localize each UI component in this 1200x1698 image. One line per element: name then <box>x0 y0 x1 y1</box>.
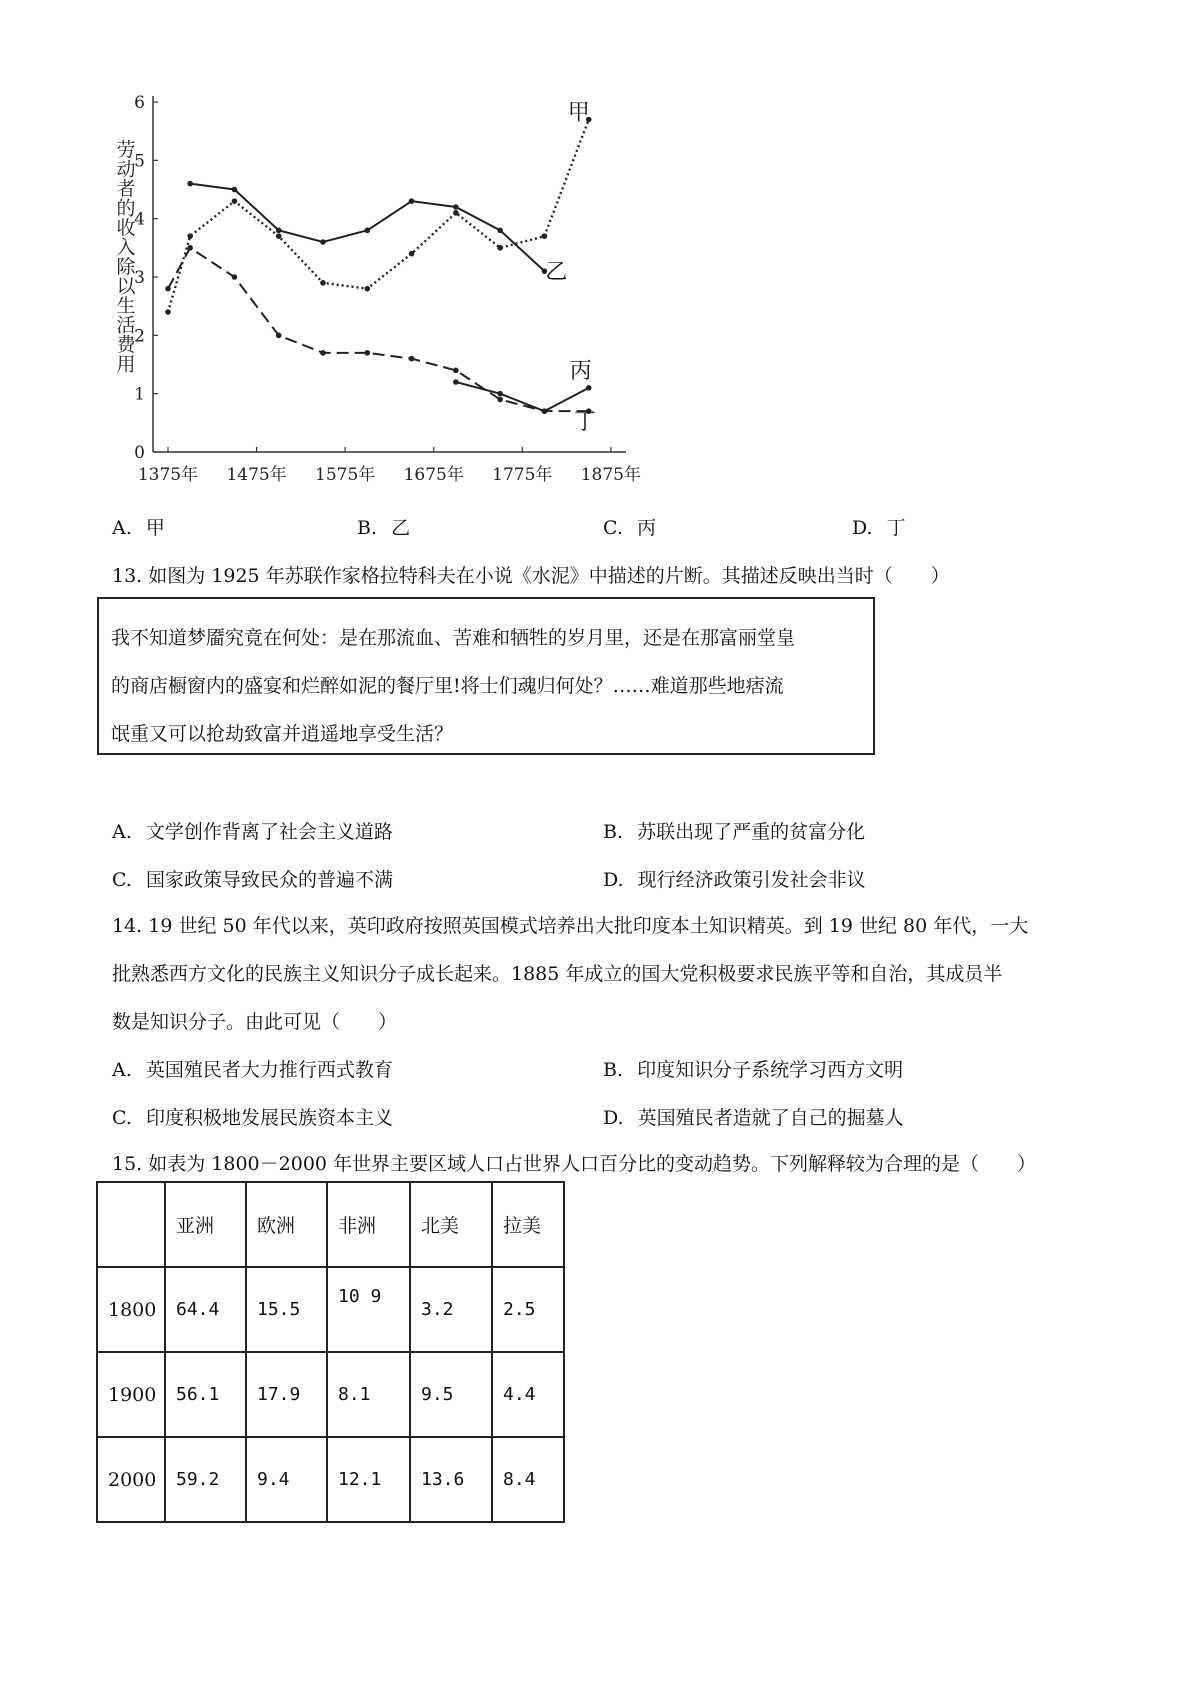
series-line-丁 <box>168 248 589 411</box>
data-point <box>453 210 459 216</box>
q13-option-b[interactable] <box>603 820 865 844</box>
series-label: 丙 <box>569 358 592 384</box>
option-text: 文学创作背离了社会主义道路 <box>145 821 393 843</box>
data-point <box>276 228 282 234</box>
option-letter: C. <box>603 517 623 539</box>
table-header-row <box>97 1182 564 1267</box>
y-tick-label: 5 <box>134 151 145 172</box>
table-cell <box>97 1182 165 1267</box>
quote-line: 我不知道梦靥究竟在何处：是在那流血、苦难和牺牲的岁月里，还是在那富丽堂皇 <box>111 627 796 649</box>
data-point <box>453 368 459 374</box>
table-header: 非洲 <box>327 1182 410 1267</box>
option-text: 英国殖民者造就了自己的掘墓人 <box>637 1107 904 1129</box>
series-label: 乙 <box>545 260 568 286</box>
option-letter: A. <box>112 517 132 539</box>
data-point <box>187 245 193 251</box>
table-header: 亚洲 <box>165 1182 246 1267</box>
q15-stem: 15. 如表为 1800－2000 年世界主要区域人口占世界人口百分比的变动趋势。下列解释较为合理的是（ ） <box>112 1153 1037 1175</box>
data-point <box>165 309 171 315</box>
table-row <box>97 1352 564 1437</box>
option-letter: B. <box>603 821 624 843</box>
option-text: 印度积极地发展民族资本主义 <box>145 1107 393 1129</box>
x-tick-label: 1675年 <box>403 465 464 485</box>
option-text: 印度知识分子系统学习西方文明 <box>637 1059 904 1081</box>
y-tick-label: 0 <box>134 443 145 463</box>
data-point <box>187 233 193 239</box>
data-point <box>232 187 238 193</box>
table-cell: 9.5 <box>410 1352 492 1437</box>
option-letter: C. <box>112 869 132 891</box>
population-table <box>96 1181 565 1523</box>
q13-option-d[interactable] <box>603 868 866 892</box>
q13-option-a[interactable] <box>112 820 393 844</box>
table-cell: 59.2 <box>165 1437 246 1522</box>
option-letter: B. <box>357 517 378 539</box>
table-header: 拉美 <box>492 1182 564 1267</box>
option-d[interactable] <box>852 516 906 540</box>
table-cell: 3.2 <box>410 1267 492 1352</box>
y-label-char: 费 <box>116 334 136 356</box>
option-text: 国家政策导致民众的普遍不满 <box>145 869 393 891</box>
option-c[interactable] <box>603 516 656 540</box>
option-letter: C. <box>112 1107 132 1129</box>
data-point <box>497 228 503 234</box>
option-a[interactable] <box>112 516 165 540</box>
data-point <box>364 228 370 234</box>
data-point <box>276 233 282 239</box>
y-label-char: 动 <box>116 158 136 181</box>
table-cell: 8.1 <box>327 1352 410 1437</box>
quote-line: 的商店橱窗内的盛宴和烂醉如泥的餐厅里!将士们魂归何处？……难道那些地痞流 <box>111 675 784 697</box>
data-point <box>364 350 370 356</box>
x-tick-label: 1375年 <box>137 465 199 485</box>
q13-stem: 13. 如图为 1925 年苏联作家格拉特科夫在小说《水泥》中描述的片断。其描述反映出当时（ ） <box>112 565 950 587</box>
option-letter: D. <box>603 1107 624 1129</box>
y-label-char: 收 <box>116 217 136 239</box>
y-tick-label: 3 <box>134 268 145 288</box>
option-text: 苏联出现了严重的贫富分化 <box>637 821 866 843</box>
data-point <box>320 239 326 245</box>
q14-stem-line: 数是知识分子。由此可见（ ） <box>112 1011 398 1033</box>
table-cell: 1800 <box>97 1267 165 1352</box>
table-header: 北美 <box>410 1182 492 1267</box>
option-text: 乙 <box>391 517 411 539</box>
data-point <box>276 333 282 339</box>
option-text: 丙 <box>636 517 656 539</box>
series-line-丙 <box>456 382 589 411</box>
table-cell: 13.6 <box>410 1437 492 1522</box>
data-point <box>542 233 548 239</box>
series-line-乙 <box>190 184 544 272</box>
data-point <box>232 274 238 280</box>
q14-stem-line: 批熟悉西方文化的民族主义知识分子成长起来。1885 年成立的国大党积极要求民族平等和自治，其成员半 <box>112 963 1003 985</box>
y-label-char: 的 <box>116 197 136 220</box>
data-point <box>542 408 548 414</box>
q14-stem-line: 14. 19 世纪 50 年代以来，英印政府按照英国模式培养出大批印度本土知识精英。到 19 世纪 80 年代，一大 <box>112 915 1029 937</box>
q14-option-d[interactable] <box>603 1106 904 1130</box>
table-cell: 56.1 <box>165 1352 246 1437</box>
data-point <box>453 204 459 210</box>
table-header: 欧洲 <box>246 1182 327 1267</box>
table-cell: 15.5 <box>246 1267 327 1352</box>
option-text: 英国殖民者大力推行西式教育 <box>145 1059 393 1081</box>
data-point <box>586 385 592 391</box>
table-row <box>97 1267 564 1352</box>
data-point <box>409 251 415 257</box>
table-cell: 64.4 <box>165 1267 246 1352</box>
data-point <box>320 280 326 286</box>
data-point <box>364 286 370 292</box>
data-point <box>187 181 193 187</box>
y-label-char: 活 <box>116 314 136 337</box>
data-point <box>165 286 171 292</box>
data-point <box>497 391 503 397</box>
option-letter: D. <box>603 869 624 891</box>
chart-axes <box>134 93 641 485</box>
y-label-char: 者 <box>116 178 136 200</box>
table-cell: 4.4 <box>492 1352 564 1437</box>
data-point <box>320 350 326 356</box>
x-tick-label: 1575年 <box>315 465 376 485</box>
y-tick-label: 4 <box>134 209 145 230</box>
series-label: 丁 <box>573 410 596 436</box>
q13-quote-box <box>97 597 875 755</box>
q13-option-c[interactable] <box>112 868 393 892</box>
option-letter: A. <box>112 1059 132 1081</box>
y-label-char: 劳 <box>116 139 136 161</box>
data-point <box>409 356 415 362</box>
series-label: 甲 <box>567 100 590 126</box>
option-text: 甲 <box>145 517 165 539</box>
data-point <box>453 379 459 385</box>
x-tick-label: 1475年 <box>226 465 287 485</box>
y-tick-label: 1 <box>134 384 145 405</box>
y-label-char: 生 <box>116 295 136 317</box>
data-point <box>497 245 503 251</box>
quote-line: 氓重又可以抢劫致富并逍遥地享受生活？ <box>111 723 454 745</box>
table-cell: 2000 <box>97 1437 165 1522</box>
y-label-char: 用 <box>116 353 136 376</box>
data-point <box>497 397 503 403</box>
table-row <box>97 1437 564 1522</box>
q14-option-a[interactable] <box>112 1058 393 1082</box>
table-cell: 9.4 <box>246 1437 327 1522</box>
option-letter: D. <box>852 517 873 539</box>
x-tick-label: 1775年 <box>492 465 553 485</box>
option-text: 丁 <box>886 517 906 539</box>
table-cell: 8.4 <box>492 1437 564 1522</box>
option-letter: A. <box>112 821 132 843</box>
y-label-char: 除 <box>116 256 136 278</box>
y-tick-label: 6 <box>134 93 145 113</box>
series-line-甲 <box>168 120 589 313</box>
data-point <box>409 198 415 204</box>
y-axis-label <box>116 139 136 376</box>
table-cell: 1900 <box>97 1352 165 1437</box>
option-text: 现行经济政策引发社会非议 <box>637 869 866 891</box>
table-cell: 12.1 <box>327 1437 410 1522</box>
y-label-char: 以 <box>116 275 136 298</box>
x-tick-label: 1875年 <box>580 465 641 485</box>
table-cell: 10 9 <box>327 1267 410 1352</box>
chart-series <box>165 101 596 436</box>
y-label-char: 入 <box>116 236 136 259</box>
data-point <box>232 198 238 204</box>
option-b[interactable] <box>357 516 410 540</box>
q14-option-b[interactable] <box>603 1058 903 1082</box>
option-letter: B. <box>603 1059 624 1081</box>
table-cell: 17.9 <box>246 1352 327 1437</box>
y-tick-label: 2 <box>134 326 145 347</box>
income-chart <box>90 90 650 510</box>
table-cell: 2.5 <box>492 1267 564 1352</box>
q14-option-c[interactable] <box>112 1106 393 1130</box>
